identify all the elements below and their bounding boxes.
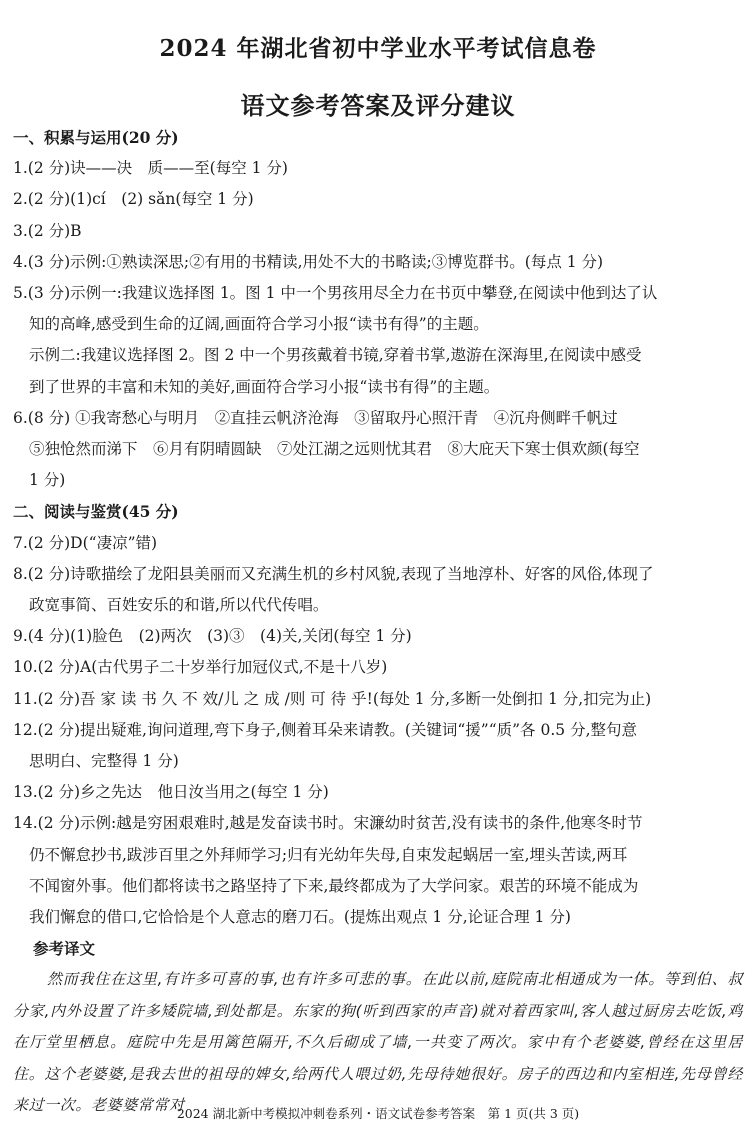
answer-3: 3.(2 分)B [13, 221, 82, 240]
answer-key-title: 语文参考答案及评分建议 [240, 91, 516, 120]
answer-14-line-3: 不闻窗外事。他们都将读书之路坚持了下来,最终都成为了大学问家。艰苦的环境不能成为 [29, 876, 639, 895]
answer-9: 9.(4 分)(1)脸色 (2)两次 (3)③ (4)关,关闭(每空 1 分) [13, 627, 412, 646]
answer-content [13, 122, 743, 1122]
answer-4: 4.(3 分)示例:①熟读深思;②有用的书精读,用处不大的书略读;③博览群书。(每点 1 分) [13, 252, 604, 271]
section-heading-reading: 二、阅读与鉴赏(45 分) [13, 502, 179, 522]
answer-14-line-1: 14.(2 分)示例:越是穷困艰难时,越是发奋读书时。宋濂幼时贫苦,没有读书的条件,他寒冬时节 [13, 814, 643, 833]
answer-11: 11.(2 分)吾 家 读 书 久 不 效/儿 之 成 /则 可 待 乎!(每处 1 分,多断一处倒扣 1 分,扣完为止) [13, 689, 652, 708]
answer-6-line-3: 1 分) [29, 471, 66, 490]
answer-5-line-2: 知的高峰,感受到生命的辽阔,画面符合学习小报“读书有得”的主题。 [29, 315, 489, 334]
page-footer: 2024 湖北新中考模拟冲刺卷系列・语文试卷参考答案 第 1 页(共 3 页) [176, 1106, 580, 1121]
answer-12-line-1: 12.(2 分)提出疑难,询问道理,弯下身子,侧着耳朵来请教。(关键词“援”“质”各 0.5 分,整句意 [13, 720, 637, 739]
answer-5-line-1: 5.(3 分)示例一:我建议选择图 1。图 1 中一个男孩用尽全力在书页中攀登,在阅读中他到达了认 [13, 284, 658, 303]
answer-5-line-4: 到了世界的丰富和未知的美好,画面符合学习小报“读书有得”的主题。 [29, 377, 500, 396]
answer-14-line-2: 仍不懈怠抄书,跋涉百里之外拜师学习;归有光幼年失母,自束发起蜗居一室,埋头苦读,两耳 [29, 845, 628, 864]
exam-title: 2024 年湖北省初中学业水平考试信息卷 [159, 35, 597, 62]
answer-6-line-2: ⑤独怆然而涕下 ⑥月有阴晴圆缺 ⑦处江湖之远则忧其君 ⑧大庇天下寒士俱欢颜(每空 [29, 440, 640, 459]
reference-translation-text: 然而我住在这里,有许多可喜的事,也有许多可悲的事。在此以前,庭院南北相通成为一体。等到伯、叔分家,内外设置了许多矮院墙,到处都是。东家的狗(听到西家的声音)就对着西家叫,客人越过厨房去吃饭,鸡在厅堂里栖息。庭院中先是用篱笆隔开,不久后砌成了墙,一共变了两次。家中有个老婆婆,曾经在这里居住。这个老婆婆,是我去世的祖母的婢女,给两代人喂过奶,先母待她很好。房子的西边和内室相连,先母曾经来过一次。老婆婆常常对 [13, 970, 743, 1115]
reference-translation-heading: 参考译文 [33, 939, 96, 959]
answer-7: 7.(2 分)D(“凄凉”错) [13, 533, 158, 552]
answer-6-line-1: 6.(8 分) ①我寄愁心与明月 ②直挂云帆济沧海 ③留取丹心照汗青 ④沉舟侧畔千帆过 [13, 408, 618, 427]
answer-14-line-4: 我们懈怠的借口,它恰恰是个人意志的磨刀石。(提炼出观点 1 分,论证合理 1 分) [29, 908, 571, 927]
answer-2: 2.(2 分)(1)cí (2) sǎn(每空 1 分) [13, 190, 254, 209]
answer-1: 1.(2 分)诀——决 质——至(每空 1 分) [13, 159, 288, 178]
answer-8-line-1: 8.(2 分)诗歌描绘了龙阳县美丽而又充满生机的乡村风貌,表现了当地淳朴、好客的风俗,体现了 [13, 564, 654, 583]
answer-13: 13.(2 分)乡之先达 他日汝当用之(每空 1 分) [13, 783, 329, 802]
answer-5-line-3: 示例二:我建议选择图 2。图 2 中一个男孩戴着书镜,穿着书掌,遨游在深海里,在阅读中感受 [29, 346, 642, 365]
answer-10: 10.(2 分)A(古代男子二十岁举行加冠仪式,不是十八岁) [13, 658, 388, 677]
answer-12-line-2: 思明白、完整得 1 分) [29, 752, 179, 771]
section-heading-accumulation: 一、积累与运用(20 分) [13, 128, 179, 147]
answer-8-line-2: 政宽事简、百姓安乐的和谐,所以代代传唱。 [29, 596, 329, 615]
